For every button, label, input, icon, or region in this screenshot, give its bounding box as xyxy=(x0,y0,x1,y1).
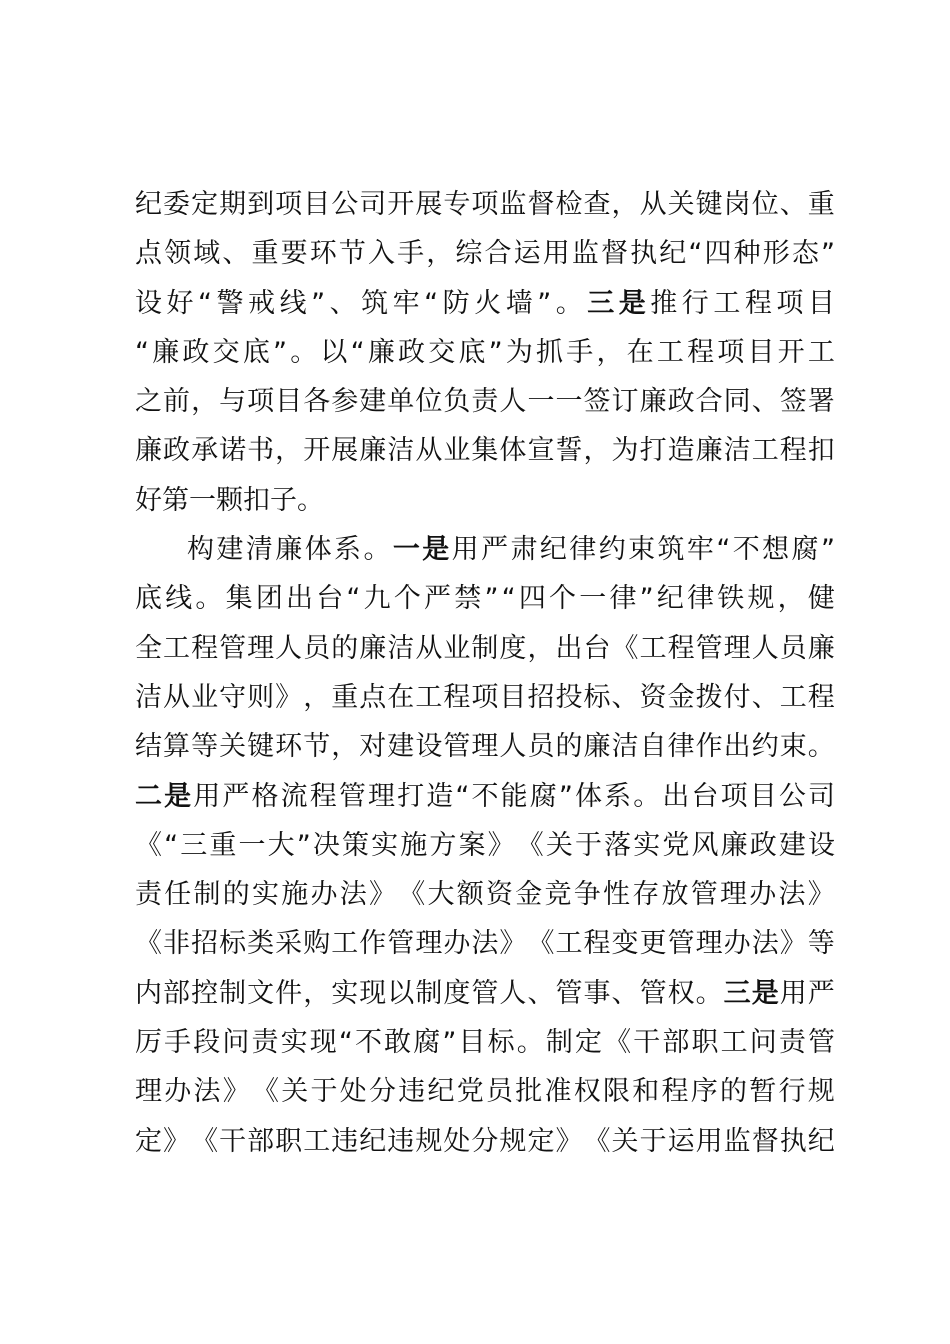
text-line-9 xyxy=(135,574,835,623)
justified-text: “ 廉 政 交 底 ” 。 以 “ 廉 政 交 底 ” 为 抓 手 ， 在 工 程 项 目 开 工 xyxy=(135,336,835,368)
justified-text: 全 工 程 管 理 人 员 的 廉 洁 从 业 制 度 ， 出 台 《 工 程 管 理 人 员 廉 xyxy=(135,632,835,664)
text-line-6 xyxy=(135,426,835,475)
justified-text: 设 好 “ 警 戒 线 ” 、 筑 牢 “ 防 火 墙 ” 。 三 是 推 行 工 程 项 目 xyxy=(135,287,835,319)
justified-text: 定 》 《 干 部 职 工 违 纪 违 规 处 分 规 定 》 《 关 于 运 用 监 督 执 纪 xyxy=(135,1125,835,1157)
text-line-5 xyxy=(135,377,835,426)
justified-text: 纪 委 定 期 到 项 目 公 司 开 展 专 项 监 督 检 查 ， 从 关 键 岗 位 、 重 xyxy=(135,189,835,220)
justified-text: 之 前 ， 与 项 目 各 参 建 单 位 负 责 人 一 一 签 订 廉 政 合 同 、 签 署 xyxy=(135,386,835,418)
document-body xyxy=(135,180,835,1166)
justified-text: 点 领 域 、 重 要 环 节 入 手 ， 综 合 运 用 监 督 执 纪 “ 四 种 形 态 ” xyxy=(135,238,835,270)
justified-text: 结 算 等 关 键 环 节 ， 对 建 设 管 理 人 员 的 廉 洁 自 律 作 出 约 束 。 xyxy=(135,731,835,763)
text-line-13 xyxy=(135,772,835,821)
justified-text: 二 是 用 严 格 流 程 管 理 打 造 “ 不 能 腐 ” 体 系 。 出 台 项 目 公 司 xyxy=(135,780,835,812)
text-line-17 xyxy=(135,969,835,1018)
justified-text: 《 非 招 标 类 采 购 工 作 管 理 办 法 》 《 工 程 变 更 管 理 办 法 》 等 xyxy=(135,928,835,960)
text-line-11 xyxy=(135,673,835,722)
text-line-12 xyxy=(135,722,835,771)
text-line-3 xyxy=(135,279,835,328)
justified-text: 厉 手 段 问 责 实 现 “ 不 敢 腐 ” 目 标 。 制 定 《 干 部 职 工 问 责 管 xyxy=(135,1027,835,1059)
text-line-8 xyxy=(135,525,835,574)
text-line-15 xyxy=(135,870,835,919)
text-line-10 xyxy=(135,624,835,673)
justified-text: 构 建 清 廉 体 系 。 一 是 用 严 肃 纪 律 约 束 筑 牢 “ 不 想 腐 ” xyxy=(187,534,835,566)
text-line-1 xyxy=(135,180,835,229)
justified-text: 底 线 。 集 团 出 台 “ 九 个 严 禁 ” “ 四 个 一 律 ” 纪 律 铁 规 ， 健 xyxy=(135,583,835,615)
justified-text: 洁 从 业 守 则 》 ， 重 点 在 工 程 项 目 招 投 标 、 资 金 拨 付 、 工 程 xyxy=(135,681,835,713)
justified-text: 《 “ 三 重 一 大 ” 决 策 实 施 方 案 》 《 关 于 落 实 党 风 廉 政 建 设 xyxy=(135,829,835,861)
text-line-14 xyxy=(135,821,835,870)
text-line-4 xyxy=(135,328,835,377)
justified-text: 责 任 制 的 实 施 办 法 》 《 大 额 资 金 竞 争 性 存 放 管 理 办 法 》 xyxy=(135,879,835,911)
justified-text: 理 办 法 》 《 关 于 处 分 违 纪 党 员 批 准 权 限 和 程 序 的 暂 行 规 xyxy=(135,1076,835,1108)
line-text: 好第一颗扣子。 xyxy=(135,484,324,516)
text-line-20 xyxy=(135,1117,835,1166)
justified-text: 廉 政 承 诺 书 ， 开 展 廉 洁 从 业 集 体 宣 誓 ， 为 打 造 廉 洁 工 程 扣 xyxy=(135,435,835,467)
text-line-19 xyxy=(135,1067,835,1116)
text-line-2 xyxy=(135,229,835,278)
justified-text: 内 部 控 制 文 件 ， 实 现 以 制 度 管 人 、 管 事 、 管 权 。 三 是 用 严 xyxy=(135,977,835,1009)
text-line-7 xyxy=(135,476,835,525)
text-line-16 xyxy=(135,919,835,968)
text-line-18 xyxy=(135,1018,835,1067)
